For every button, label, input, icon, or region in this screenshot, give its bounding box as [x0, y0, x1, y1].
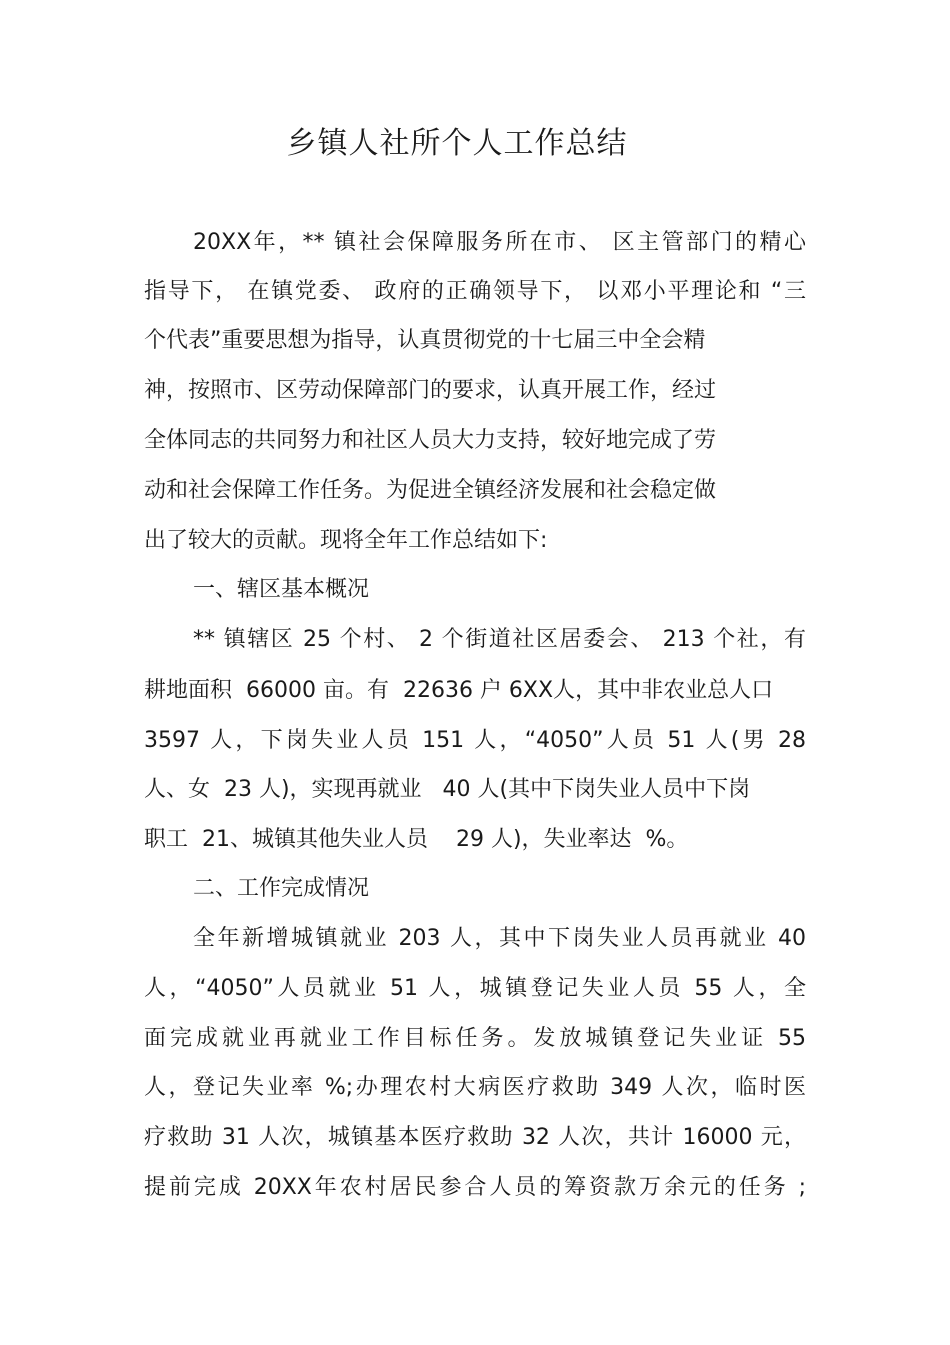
section-heading: 二、工作完成情况 [193, 876, 370, 901]
paragraph-line: 20XX年，** 镇社会保障服务所在市、 区主管部门的精心 [193, 230, 806, 255]
paragraph-line: 耕地面积 66000 亩。有 22636 户 6XX人，其中非农业总人口 [144, 678, 774, 703]
paragraph-line: 动和社会保障工作任务。为促进全镇经济发展和社会稳定做 [144, 478, 717, 503]
paragraph-line: 全年新增城镇就业 203 人，其中下岗失业人员再就业 40 [193, 926, 806, 951]
paragraph-line: 指导下， 在镇党委、 政府的正确领导下， 以邓小平理论和 “三 [144, 279, 806, 304]
paragraph-line: 个代表”重要思想为指导，认真贯彻党的十七届三中全会精 [144, 328, 706, 353]
paragraph-line: ** 镇辖区 25 个村、 2 个街道社区居委会、 213 个社，有 [193, 627, 806, 652]
paragraph-line: 人，“4050”人员就业 51 人，城镇登记失业人员 55 人，全 [144, 976, 806, 1001]
paragraph-line: 3597 人，下岗失业人员 151 人，“4050”人员 51 人(男 28 [144, 728, 806, 753]
paragraph-line: 人、女 23 人)，实现再就业 40 人(其中下岗失业人员中下岗 [144, 777, 751, 802]
paragraph-line: 出了较大的贡献。现将全年工作总结如下: [144, 528, 548, 553]
paragraph-line: 神，按照市、区劳动保障部门的要求，认真开展工作，经过 [144, 378, 717, 403]
paragraph-line: 面完成就业再就业工作目标任务。发放城镇登记失业证 55 [144, 1026, 806, 1051]
document-title: 乡镇人社所个人工作总结 [286, 126, 628, 161]
paragraph-line: 全体同志的共同努力和社区人员大力支持，较好地完成了劳 [144, 428, 717, 453]
section-heading: 一、辖区基本概况 [193, 577, 370, 602]
paragraph-line: 疗救助 31 人次，城镇基本医疗救助 32 人次，共计 16000 元， [144, 1125, 806, 1150]
paragraph-line: 职工 21、城镇其他失业人员 29 人)，失业率达 %。 [144, 827, 689, 852]
paragraph-line: 提前完成 20XX年农村居民参合人员的筹资款万余元的任务 ; [144, 1175, 806, 1200]
paragraph-line: 人，登记失业率 %;办理农村大病医疗救助 349 人次，临时医 [144, 1075, 806, 1100]
